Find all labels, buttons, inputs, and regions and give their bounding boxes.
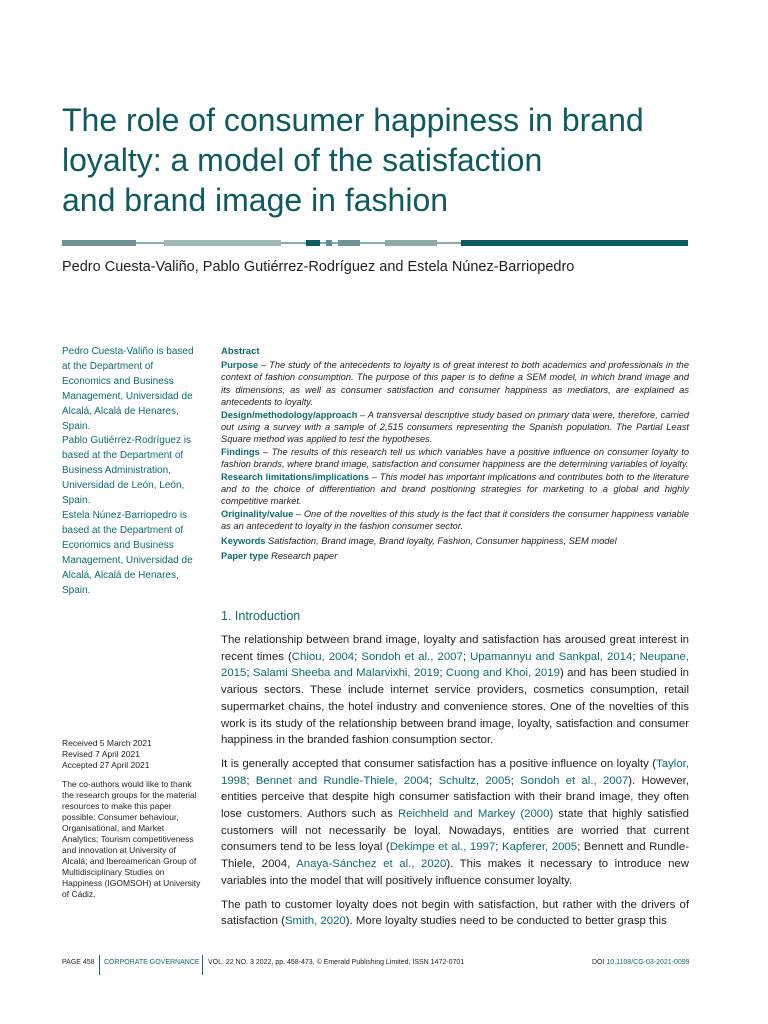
text-run: ) and has been studied in various sectors. These include internet service providers, cosmetics consumption, retail supermarket chains, the hotel industry and convenience stores. One of the novelties of this work is its study of the relationship between brand image, loyalty, satisfaction and consumer happiness in the branded fashion consumption sector. [221,667,689,747]
author-affiliations [62,345,202,598]
citation-link[interactable]: Cuong and Khoi, 2019 [445,667,560,680]
paper-type-label: Paper type [221,551,269,562]
text-run: ). More loyalty studies need to be conducted to better grasp this [345,915,667,928]
paper-type-row [221,550,689,562]
text-run: ; [439,667,446,680]
originality-text: – One of the novelties of this study is the fact that it considers the consumer happiness variable as an antecedent to loyalty in the fashion consumer sector. [221,508,689,531]
text-run: ; Bennett and Rundle-Thiele, 2004, [221,841,689,871]
design-text: – A transversal descriptive study based on primary data were, therefore, carried out using a survey with a sample of 2,515 consumers representing the Spanish population. The Partial Least Square method was applied to test the hypotheses. [221,409,689,444]
citation-link[interactable]: Anaya-Sánchez et al., 2020 [296,858,447,871]
citation-link[interactable]: Smith, 2020 [284,915,346,928]
citation-link[interactable]: Reichheld and Markey (2000) [397,808,554,821]
text-run: ; [462,650,471,663]
keywords-label: Keywords [221,536,266,547]
text-run: The path to customer loyalty does not begin with satisfaction, but rather with the drivers of satisfaction ( [221,898,689,928]
affiliation-1: Pedro Cuesta-Valiño is based at the Department of Economics and Business Management, Universidad de Alcalá, Alcalá de Henares, Spain. [62,346,194,432]
affiliation-3: Estela Núnez-Barriopedro is based at the Department of Economics and Business Management, Universidad de Alcalá, Alcalá de Henares, Spain. [62,509,193,596]
citation-link[interactable]: Taylor, 1998 [221,757,689,787]
author-list: Pedro Cuesta-Valiño, Pablo Gutiérrez-Rodríguez and Estela Núnez-Barriopedro [62,259,575,275]
introduction-body [221,632,689,937]
text-run: ; [495,841,502,854]
text-run: It is generally accepted that consumer satisfaction has a positive influence on loyalty ( [221,757,657,770]
abstract-heading: Abstract [221,346,260,357]
citation-link[interactable]: Sondoh et al., 2007 [361,650,463,663]
title-line-2: loyalty: a model of the satisfaction [62,142,543,178]
text-run: The relationship between brand image, loyalty and satisfaction has aroused great interest in recent times ( [221,634,689,663]
citation-link[interactable]: Upamannyu and Sankpal, 2014 [470,650,633,663]
accepted-date: Accepted 27 April 2021 [62,760,150,770]
doi-block [592,959,690,966]
text-run: state that highly satisfied customers will not necessarily be loyal. Nowadays, entities are worried that current consumers tend to be less loyal ( [221,808,689,854]
keywords-row [221,535,689,547]
citation-link[interactable]: Neupane, 2015 [221,650,689,680]
revised-date: Revised 7 April 2021 [62,749,140,759]
text-run: ; [246,667,253,680]
citation-link[interactable]: Kapferer, 2005 [501,841,578,854]
design-label: Design/methodology/approach [221,409,358,420]
text-run: ; [510,774,521,787]
abstract-findings [221,446,689,470]
citation-link[interactable]: Chiou, 2004 [291,650,355,663]
limitations-text: – This model has important implications and contributes both to the literature and to the choice of differentiation and brand positioning strategies for marketing to a global and highly competitive market. [221,471,690,506]
received-date: Received 5 March 2021 [62,738,152,748]
text-run: ; [429,774,439,787]
abstract-design [221,409,689,446]
footer-separator [99,955,100,975]
findings-label: Findings [221,446,260,457]
intro-paragraph-2 [221,756,689,890]
intro-paragraph-3 [221,897,689,930]
purpose-text: – The study of the antecedents to loyalty is of great interest to both academics and professionals in the context of fashion consumption. The purpose of this paper is to define a SEM model, in which brand image and its dimensions, as well as consumer satisfaction and consumer happiness as mediators, are explained as antecedents to loyalty. [221,360,689,407]
doi-label: DOI [592,959,605,966]
submission-dates [62,738,202,771]
citation-link[interactable]: Schultz, 2005 [438,774,511,787]
journal-name: CORPORATE GOVERNANCE [104,959,200,966]
title-divider-rule [62,239,688,247]
citation-link[interactable]: Sondoh et al., 2007 [520,774,629,787]
citation-link[interactable]: Bennet and Rundle-Thiele, 2004 [255,774,430,787]
purpose-label: Purpose [221,360,259,371]
citation-link[interactable]: Dekimpe et al., 1997 [389,841,496,854]
title-line-1: The role of consumer happiness in brand [62,102,644,138]
paper-type-text: Research paper [271,551,338,562]
page-footer [62,955,690,977]
citation-link[interactable]: Salami Sheeba and Malarvixhi, 2019 [252,667,440,680]
abstract-purpose [221,359,689,408]
keywords-text: Satisfaction, Brand image, Brand loyalty, Fashion, Consumer happiness, SEM model [268,536,617,547]
abstract-originality [221,508,689,532]
footer-separator [202,955,203,975]
text-run: ; [246,774,256,787]
affiliation-2: Pablo Gutiérrez-Rodríguez is based at the Department of Business Administration, Universidad de León, León, Spain. [62,435,191,507]
findings-text: – The results of this research tell us which variables have a positive influence on consumer loyalty to fashion brands, where brand image, satisfaction and consumer happiness are the determining variables of loyalty. [221,446,689,469]
doi-link[interactable]: 10.1108/CG-03-2021-0099 [606,959,690,966]
abstract-limitations [221,471,689,508]
page-number: PAGE 458 [62,959,95,966]
section-heading-introduction: 1. Introduction [221,609,301,623]
intro-paragraph-1 [221,632,689,749]
text-run: ). However, entities perceive that despite high consumer satisfaction with their brand image, they often lose customers. Authors such as [221,774,689,821]
text-run: ; [632,650,640,663]
title-line-3: and brand image in fashion [62,182,449,218]
abstract-block [221,346,689,563]
volume-info: VOL. 22 NO. 3 2022, pp. 458-473, © Emerald Publishing Limited, ISSN 1472-0701 [208,959,465,966]
text-run: ). This makes it necessary to introduce new variables into the model that will positively influence consumer loyalty. [221,858,689,887]
limitations-label: Research limitations/implications [221,471,369,482]
acknowledgement-note: The co-authors would like to thank the research groups for the material resources to make this paper possible: Consumer behaviour, Organisational, and Market Analytics; Tourism competitiveness and innovation at University of Alcalá; and Iberoamerican Group of Multidisciplinary Studies on Happiness (IGOMSOH) at University of Cádiz. [62,779,201,899]
article-title [62,100,722,220]
originality-label: Originality/value [221,508,294,519]
text-run: ; [354,650,362,663]
